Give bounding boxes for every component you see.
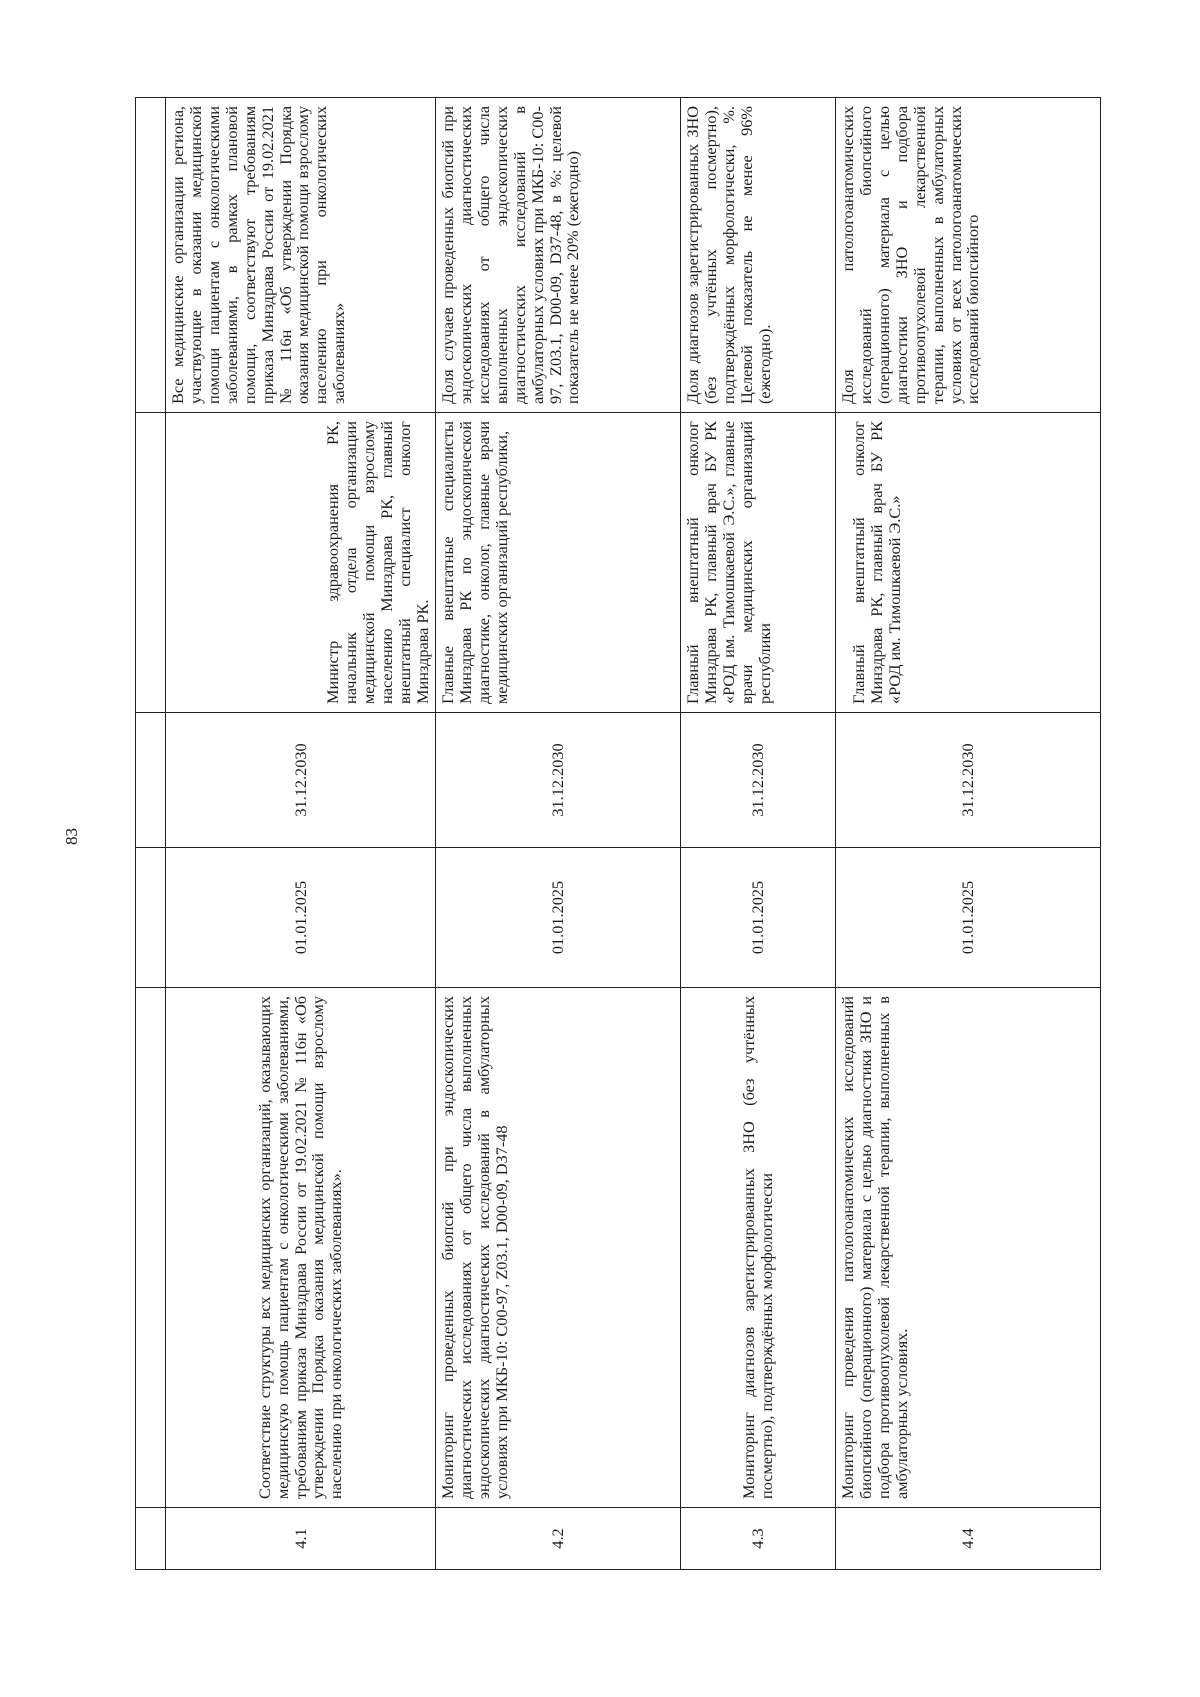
header-cell xyxy=(136,413,166,713)
start-date: 01.01.2025 xyxy=(436,848,681,988)
event-cell: Мониторинг проведенных биопсий при эндоскопических диагностических исследованиях от общего числа выполненных эндоскопических диагностических исследований в амбулаторных условиях при МКБ-10: С00-97, Z03.1, D00-09, D37-48 xyxy=(436,988,681,1508)
responsible-cell: Главный внештатный онколог Минздрава РК, главный врач БУ РК «РОД им. Тимошкаевой Э.С.» xyxy=(836,413,1101,713)
responsible-cell: Главные внештатные специалисты Минздрава РК по эндоскопической диагностике, онколог, главные врачи медицинских организаций республики, xyxy=(436,413,681,713)
indicator-cell: Доля случаев проведенных биопсий при эндоскопических диагностических исследованиях от общего числа выполненных эндоскопических диагностических исследований в амбулаторных условиях при МКБ-10: С00-97, Z03.1, D00-09, D37-48, в %: целевой показатель не менее 20% (ежегодно) xyxy=(436,98,681,413)
responsible-cell: Министр здравоохранения РК, начальник отдела организации медицинской помощи взрослому населению Минздрава РК, главный внештатный специалист онколог Минздрава РК. xyxy=(166,413,436,713)
row-number: 4.1 xyxy=(166,1508,436,1570)
end-date: 31.12.2030 xyxy=(436,713,681,848)
end-date: 31.12.2030 xyxy=(166,713,436,848)
table-row xyxy=(166,98,436,1570)
end-date: 31.12.2030 xyxy=(836,713,1101,848)
event-cell: Соответствие структуры всх медицинских организаций, оказывающих медицинскую помощь пациентам с онкологическими заболеваниями, требованиям приказа Минздрава России от 19.02.2021 № 116н «Об утверждении Порядка оказания медицинской помощи взрослому населению при онкологических заболеваниях». xyxy=(166,988,436,1508)
indicator-cell: Все медицинские организации региона, участвующие в оказании медицинской помощи пациентам с онкологическими заболеваниями, в рамках плановой помощи, соответствуют требованиям приказа Минздрава России от 19.02.2021 № 116н «Об утверждении Порядка оказания медицинской помощи взрослому населению при онкологических заболеваниях» xyxy=(166,98,436,413)
responsible-cell: Главный внештатный онколог Минздрава РК, главный врач БУ РК «РОД им. Тимошкаевой Э.С.», главные врачи медицинских организаций республики xyxy=(681,413,836,713)
end-date: 31.12.2030 xyxy=(681,713,836,848)
start-date: 01.01.2025 xyxy=(166,848,436,988)
header-cell xyxy=(136,1508,166,1570)
header-cell xyxy=(136,848,166,988)
header-cell xyxy=(136,98,166,413)
start-date: 01.01.2025 xyxy=(681,848,836,988)
header-cell xyxy=(136,713,166,848)
table-row xyxy=(836,98,1101,1570)
row-number: 4.2 xyxy=(436,1508,681,1570)
page-number: 83 xyxy=(62,828,81,845)
measures-table xyxy=(135,97,1101,1570)
indicator-cell: Доля диагнозов зарегистрированных ЗНО (без учтённых посмертно), подтверждённых морфологически, %. Целевой показатель не менее 96% (ежегодно). xyxy=(681,98,836,413)
event-cell: Мониторинг проведения патологоанатомических исследований биопсийного (операционного) материала с целью диагностики ЗНО и подбора противоопухолевой лекарственной терапии, выполненных в амбулаторных условиях. xyxy=(836,988,1101,1508)
row-number: 4.4 xyxy=(836,1508,1101,1570)
table-row xyxy=(436,98,681,1570)
table-row xyxy=(681,98,836,1570)
row-number: 4.3 xyxy=(681,1508,836,1570)
indicator-cell: Доля патологоанатомических исследований биопсийного (операционного) материала с целью диагностики ЗНО и подбора противоопухолевой лекарственной терапии, выполненных в амбулаторных условиях от всех патологоанатомических исследований биопсийного xyxy=(836,98,1101,413)
measures-table-container xyxy=(135,98,1100,1570)
start-date: 01.01.2025 xyxy=(836,848,1101,988)
header-cell xyxy=(136,988,166,1508)
table-header-row xyxy=(136,98,166,1570)
event-cell: Мониторинг диагнозов зарегистрированных ЗНО (без учтённых посмертно), подтверждённых морфологически xyxy=(681,988,836,1508)
